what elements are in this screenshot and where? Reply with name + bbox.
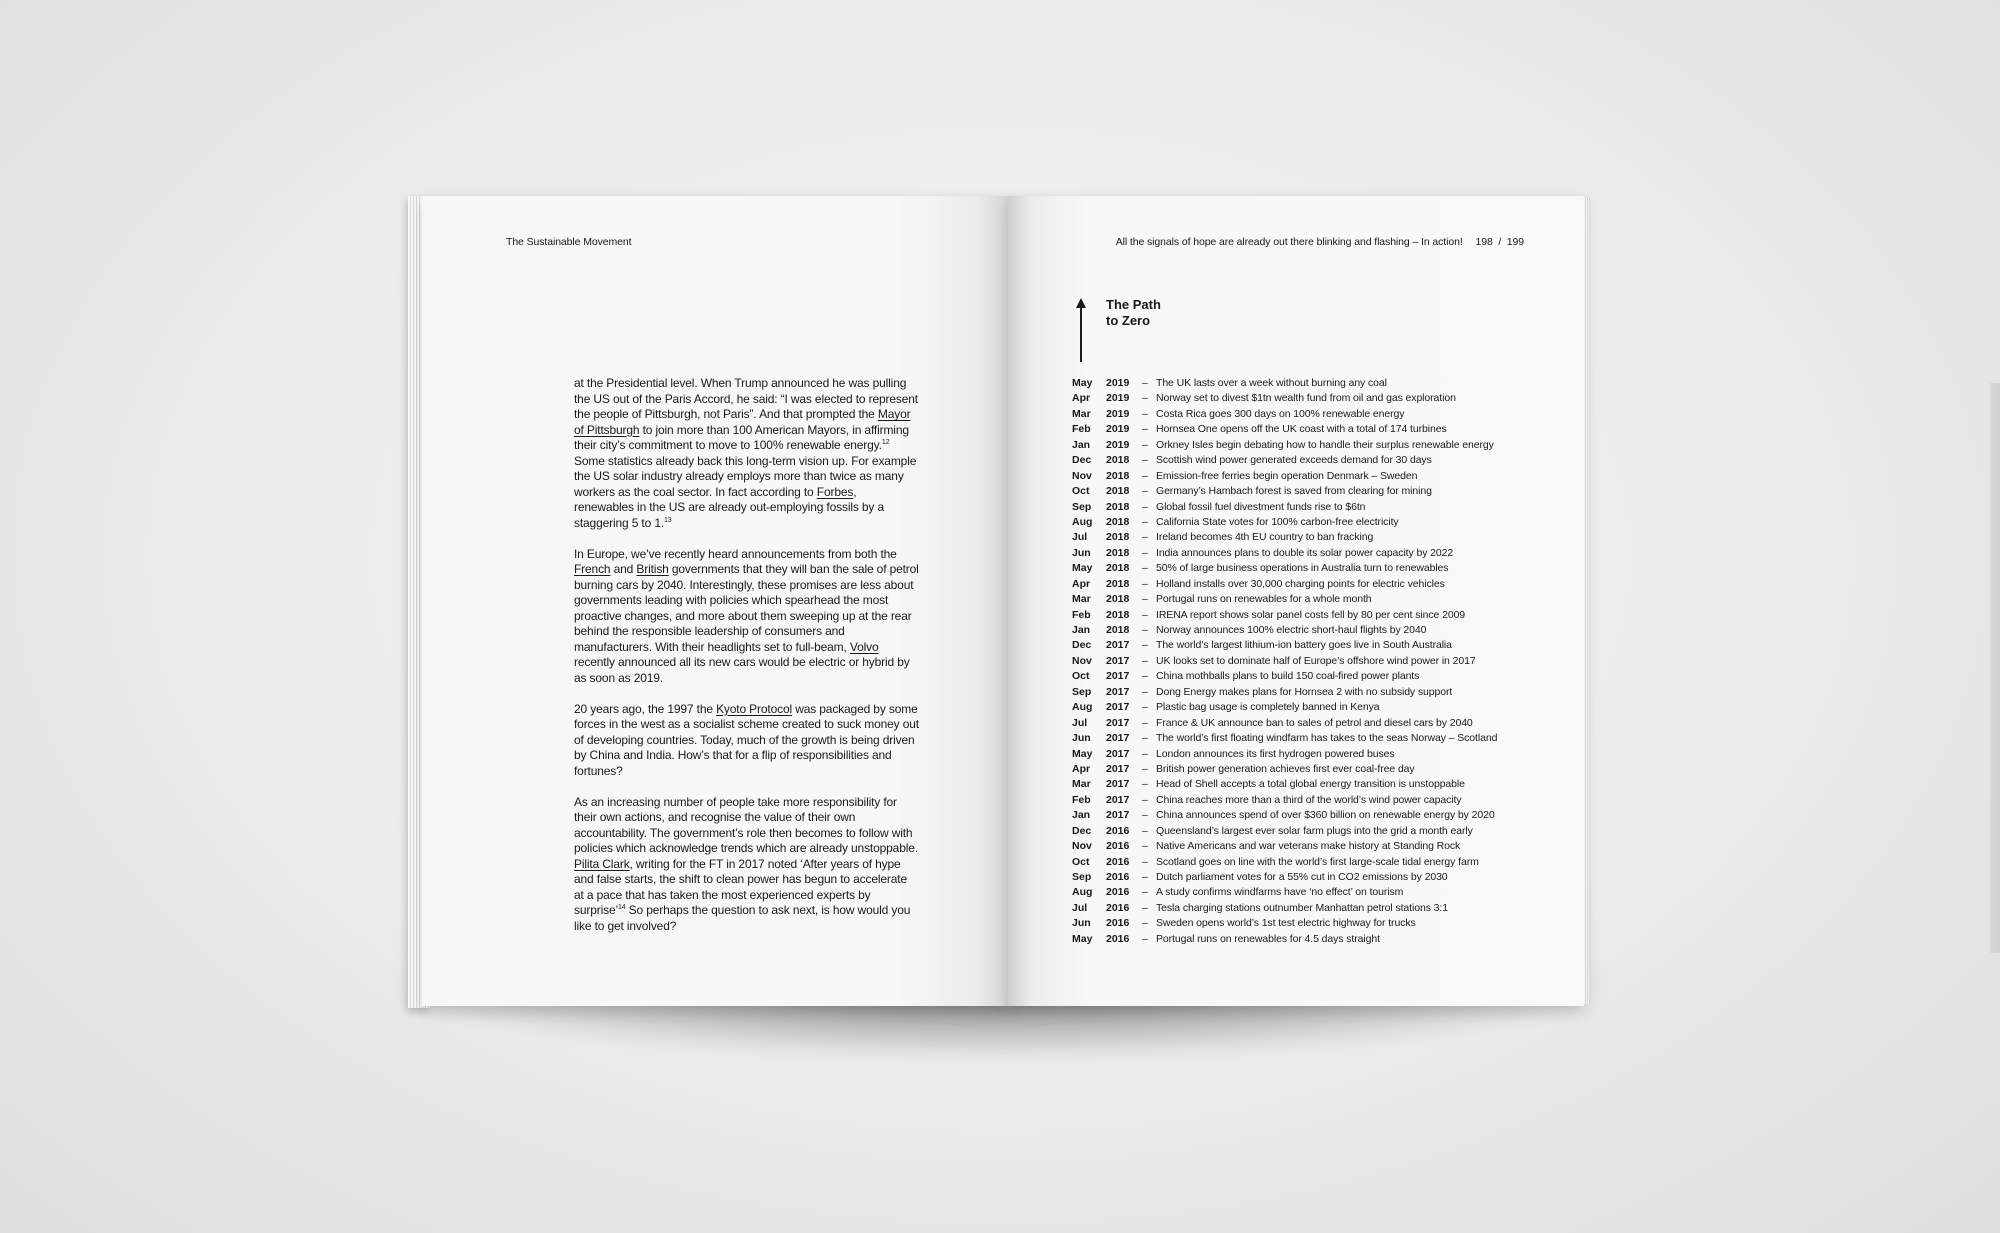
- timeline-row: [1072, 716, 1562, 731]
- timeline-month: Oct: [1072, 855, 1090, 868]
- timeline-year: 2016: [1106, 901, 1130, 914]
- timeline-dash: –: [1142, 685, 1148, 698]
- timeline-dash: –: [1142, 562, 1148, 575]
- timeline-year: 2018: [1106, 531, 1130, 544]
- timeline-row: [1072, 762, 1562, 777]
- timeline-year: 2019: [1106, 407, 1130, 420]
- timeline-dash: –: [1142, 762, 1148, 775]
- timeline-event: China reaches more than a third of the world’s wind power capacity: [1156, 793, 1462, 806]
- text-run: Some statistics already back this long-term vision up. For example the US solar industry already employs more than twice as many workers as the coal sector. In fact according to: [574, 453, 917, 499]
- arrow-line: [1080, 306, 1082, 362]
- timeline-month: Oct: [1072, 485, 1090, 498]
- timeline-dash: –: [1142, 809, 1148, 822]
- timeline-dash: –: [1142, 423, 1148, 436]
- timeline-event: Scotland goes on line with the world’s first large-scale tidal energy farm: [1156, 855, 1479, 868]
- timeline-year: 2017: [1106, 732, 1130, 745]
- timeline-row: [1072, 731, 1562, 746]
- footnote-ref: 13: [664, 516, 672, 524]
- timeline-row: [1072, 546, 1562, 561]
- timeline-dash: –: [1142, 515, 1148, 528]
- timeline-event: India announces plans to double its solar power capacity by 2022: [1156, 546, 1454, 559]
- timeline-event: China mothballs plans to build 150 coal-fired power plants: [1156, 670, 1420, 683]
- timeline-event: Orkney Isles begin debating how to handle their surplus renewable energy: [1156, 438, 1494, 451]
- timeline-month: Jan: [1072, 438, 1091, 451]
- timeline-dash: –: [1142, 608, 1148, 621]
- timeline-dash: –: [1142, 546, 1148, 559]
- timeline-dash: –: [1142, 932, 1148, 945]
- timeline-year: 2017: [1106, 747, 1130, 760]
- text-run: As an increasing number of people take more responsibility for their own actions, and recognise the value of their own accountability. The government’s role then becomes to follow with policies which acknowledge trends which are already unstoppable.: [574, 794, 918, 855]
- timeline-dash: –: [1142, 577, 1148, 590]
- timeline-event: Native Americans and war veterans make history at Standing Rock: [1156, 840, 1461, 853]
- timeline-dash: –: [1142, 886, 1148, 899]
- inline-link[interactable]: Forbes: [816, 484, 854, 499]
- timeline-year: 2016: [1106, 917, 1130, 930]
- timeline-month: Jun: [1072, 917, 1091, 930]
- timeline-list: [1072, 376, 1562, 947]
- body-paragraph: [574, 702, 919, 780]
- timeline-dash: –: [1142, 747, 1148, 760]
- timeline-month: Sep: [1072, 871, 1092, 883]
- timeline-row: [1072, 592, 1562, 607]
- timeline-year: 2018: [1106, 608, 1130, 621]
- timeline-month: Jun: [1072, 732, 1091, 745]
- timeline-year: 2016: [1106, 871, 1130, 883]
- timeline-month: Feb: [1072, 423, 1091, 436]
- timeline-month: Apr: [1072, 762, 1091, 775]
- timeline-row: [1072, 855, 1562, 870]
- page-numbers: 198 / 199: [1475, 236, 1524, 248]
- timeline-month: Oct: [1072, 670, 1090, 683]
- timeline-year: 2018: [1106, 577, 1130, 590]
- right-page: [1008, 196, 1584, 1006]
- timeline-row: [1072, 916, 1562, 931]
- timeline-year: 2017: [1106, 639, 1130, 652]
- timeline-year: 2019: [1106, 423, 1130, 436]
- text-run: So perhaps the question to ask next, is how would you like to get involved?: [574, 903, 911, 933]
- timeline-row: [1072, 453, 1562, 468]
- timeline-event: Norway set to divest $1tn wealth fund from oil and gas exploration: [1156, 392, 1456, 405]
- timeline-year: 2018: [1106, 562, 1130, 575]
- timeline-row: [1072, 608, 1562, 623]
- inline-link[interactable]: Pilita Clark: [574, 856, 630, 871]
- timeline-month: Sep: [1072, 500, 1092, 513]
- timeline-row: [1072, 438, 1562, 453]
- timeline-month: Jan: [1072, 624, 1091, 636]
- timeline-event: London announces its first hydrogen powered buses: [1156, 747, 1395, 760]
- timeline-event: The world’s first floating windfarm has takes to the seas Norway – Scotland: [1156, 732, 1498, 745]
- text-run: , renewables in the US are already out-employing fossils by a staggering 5 to 1.: [574, 484, 884, 530]
- timeline-row: [1072, 469, 1562, 484]
- timeline-year: 2017: [1106, 778, 1130, 791]
- timeline-dash: –: [1142, 438, 1148, 451]
- timeline-row: [1072, 901, 1562, 916]
- timeline-title-line2: to Zero: [1106, 313, 1151, 328]
- timeline-month: Apr: [1072, 392, 1091, 405]
- timeline-dash: –: [1142, 469, 1148, 482]
- text-run: 20 years ago, the 1997 the: [574, 701, 717, 716]
- timeline-year: 2017: [1106, 685, 1130, 698]
- timeline-dash: –: [1142, 701, 1148, 714]
- timeline-row: [1072, 685, 1562, 700]
- timeline-year: 2018: [1106, 624, 1130, 636]
- timeline-event: Queensland’s largest ever solar farm plugs into the grid a month early: [1156, 824, 1473, 837]
- timeline-dash: –: [1142, 639, 1148, 652]
- timeline-month: Sep: [1072, 685, 1092, 698]
- timeline-dash: –: [1142, 732, 1148, 745]
- timeline-month: Dec: [1072, 639, 1092, 652]
- text-run: In Europe, we’ve recently heard announcements from both the: [574, 546, 897, 561]
- timeline-event: Germany’s Hambach forest is saved from clearing for mining: [1156, 485, 1432, 498]
- timeline-month: May: [1072, 747, 1093, 760]
- timeline-dash: –: [1142, 593, 1148, 606]
- timeline-month: Aug: [1072, 886, 1093, 899]
- right-running-head: [1116, 236, 1524, 248]
- timeline-year: 2017: [1106, 809, 1130, 822]
- timeline-dash: –: [1142, 392, 1148, 405]
- timeline-year: 2018: [1106, 469, 1130, 482]
- timeline-event: Sweden opens world’s 1st test electric highway for trucks: [1156, 917, 1416, 930]
- timeline-event: Emission-free ferries begin operation Denmark – Sweden: [1156, 469, 1418, 482]
- timeline-row: [1072, 700, 1562, 715]
- timeline-year: 2018: [1106, 593, 1130, 606]
- timeline-month: May: [1072, 377, 1093, 389]
- timeline-row: [1072, 932, 1562, 947]
- timeline-event: 50% of large business operations in Australia turn to renewables: [1156, 562, 1449, 575]
- timeline-dash: –: [1142, 531, 1148, 544]
- right-page-edge: [1584, 198, 1590, 1004]
- timeline-dash: –: [1142, 407, 1148, 420]
- timeline-month: Mar: [1072, 778, 1091, 791]
- body-text: [574, 376, 919, 950]
- timeline-row: [1072, 515, 1562, 530]
- timeline-year: 2016: [1106, 855, 1130, 868]
- text-run: at the Presidential level. When Trump announced he was pulling the US out of the Paris Accord, he said: “I was elected to represent the people of Pittsburgh, not Paris”. And that prompted the: [574, 376, 918, 421]
- timeline-event: Dutch parliament votes for a 55% cut in CO2 emissions by 2030: [1156, 871, 1448, 883]
- inline-link[interactable]: Mayor of Pittsburgh: [574, 407, 911, 437]
- timeline-dash: –: [1142, 871, 1148, 883]
- timeline-event: British power generation achieves first ever coal-free day: [1156, 762, 1415, 775]
- timeline-row: [1072, 422, 1562, 437]
- timeline-month: Mar: [1072, 407, 1091, 420]
- timeline-row: [1072, 623, 1562, 638]
- timeline-month: Aug: [1072, 515, 1093, 528]
- timeline-title: [1106, 297, 1246, 329]
- timeline-event: The world’s largest lithium-ion battery goes live in South Australia: [1156, 639, 1452, 652]
- left-running-head: The Sustainable Movement: [506, 236, 632, 248]
- timeline-month: Dec: [1072, 824, 1092, 837]
- timeline-month: Jan: [1072, 809, 1091, 822]
- timeline-year: 2017: [1106, 670, 1130, 683]
- timeline-month: Apr: [1072, 577, 1091, 590]
- timeline-event: Costa Rica goes 300 days on 100% renewable energy: [1156, 407, 1405, 420]
- inline-link[interactable]: British: [636, 562, 669, 576]
- timeline-month: Feb: [1072, 608, 1091, 621]
- right-running-head-text: All the signals of hope are already out there blinking and flashing – In action!: [1115, 236, 1463, 248]
- timeline-row: [1072, 885, 1562, 900]
- timeline-year: 2016: [1106, 840, 1130, 853]
- text-run: and: [610, 562, 637, 576]
- timeline-dash: –: [1142, 778, 1148, 791]
- timeline-month: Nov: [1072, 840, 1092, 853]
- timeline-dash: –: [1142, 824, 1148, 837]
- body-paragraph: [574, 547, 919, 687]
- timeline-row: [1072, 747, 1562, 762]
- timeline-row: [1072, 530, 1562, 545]
- timeline-event: China announces spend of over $360 billion on renewable energy by 2020: [1156, 809, 1495, 822]
- timeline-event: Global fossil fuel divestment funds rise to $6tn: [1156, 500, 1366, 513]
- timeline-month: Jun: [1072, 546, 1091, 559]
- background-edge: [1990, 383, 2000, 953]
- inline-link[interactable]: Volvo: [849, 639, 879, 654]
- timeline-month: Feb: [1072, 793, 1091, 806]
- timeline-row: [1072, 654, 1562, 669]
- footnote-ref: 14: [618, 904, 626, 911]
- timeline-month: Jul: [1072, 531, 1088, 544]
- text-run: to join more than 100 American Mayors, in affirming their city’s commitment to move to 100% renewable energy.: [574, 422, 909, 452]
- timeline-dash: –: [1142, 624, 1148, 636]
- timeline-month: Mar: [1072, 593, 1091, 606]
- timeline-dash: –: [1142, 454, 1148, 467]
- timeline-month: May: [1072, 932, 1093, 945]
- timeline-row: [1072, 391, 1562, 406]
- timeline-title-line1: The Path: [1106, 297, 1161, 312]
- timeline-event: California State votes for 100% carbon-free electricity: [1156, 515, 1399, 528]
- timeline-event: Dong Energy makes plans for Hornsea 2 with no subsidy support: [1156, 685, 1453, 698]
- timeline-dash: –: [1142, 901, 1148, 914]
- timeline-event: Scottish wind power generated exceeds demand for 30 days: [1156, 454, 1432, 467]
- text-run: was packaged by some forces in the west as a socialist scheme created to suck money out of developing countries. Today, much of the growth is being driven by China and India. How’s that for a flip of responsibilities and fortunes?: [574, 701, 919, 778]
- timeline-year: 2017: [1106, 762, 1130, 775]
- timeline-row: [1072, 407, 1562, 422]
- timeline-dash: –: [1142, 793, 1148, 806]
- timeline-event: Portugal runs on renewables for 4.5 days straight: [1156, 932, 1380, 945]
- inline-link[interactable]: French: [574, 562, 611, 576]
- timeline-dash: –: [1142, 670, 1148, 683]
- text-run: , writing for the FT in 2017 noted ‘After years of hype and false starts, the shift to clean power has begun to accelerate at a pace that has taken the most experienced experts by surprise’: [574, 856, 907, 917]
- timeline-dash: –: [1142, 716, 1148, 729]
- timeline-event: UK looks set to dominate half of Europe’s offshore wind power in 2017: [1156, 654, 1476, 667]
- timeline-row: [1072, 793, 1562, 808]
- timeline-row: [1072, 669, 1562, 684]
- timeline-year: 2017: [1106, 716, 1130, 729]
- timeline-year: 2017: [1106, 793, 1130, 806]
- timeline-row: [1072, 777, 1562, 792]
- timeline-row: [1072, 376, 1562, 391]
- timeline-year: 2018: [1106, 454, 1130, 467]
- timeline-month: Nov: [1072, 654, 1092, 667]
- footnote-ref: 12: [881, 439, 890, 446]
- timeline-dash: –: [1142, 840, 1148, 853]
- timeline-event: Norway announces 100% electric short-haul flights by 2040: [1156, 624, 1427, 636]
- timeline-month: Nov: [1072, 469, 1092, 482]
- timeline-dash: –: [1142, 377, 1148, 389]
- timeline-event: The UK lasts over a week without burning any coal: [1156, 377, 1387, 389]
- timeline-event: Hornsea One opens off the UK coast with a total of 174 turbines: [1156, 423, 1447, 436]
- timeline-row: [1072, 484, 1562, 499]
- timeline-event: Plastic bag usage is completely banned in Kenya: [1156, 701, 1380, 714]
- body-paragraph: [574, 795, 919, 935]
- timeline-row: [1072, 577, 1562, 592]
- timeline-year: 2018: [1106, 485, 1130, 498]
- timeline-month: Aug: [1072, 701, 1093, 714]
- timeline-row: [1072, 824, 1562, 839]
- timeline-row: [1072, 561, 1562, 576]
- timeline-event: Ireland becomes 4th EU country to ban fracking: [1156, 531, 1374, 544]
- body-paragraph: [574, 376, 919, 531]
- timeline-dash: –: [1142, 485, 1148, 498]
- timeline-month: Jul: [1072, 716, 1088, 729]
- timeline-dash: –: [1142, 654, 1148, 667]
- timeline-year: 2019: [1106, 377, 1130, 389]
- timeline-month: Dec: [1072, 454, 1092, 467]
- timeline-year: 2016: [1106, 932, 1130, 945]
- timeline-row: [1072, 839, 1562, 854]
- timeline-dash: –: [1142, 500, 1148, 513]
- timeline-row: [1072, 808, 1562, 823]
- timeline-event: IRENA report shows solar panel costs fell by 80 per cent since 2009: [1156, 608, 1466, 621]
- timeline-row: [1072, 500, 1562, 515]
- timeline-event: A study confirms windfarms have ‘no effect’ on tourism: [1156, 886, 1404, 899]
- timeline-event: Head of Shell accepts a total global energy transition is unstoppable: [1156, 778, 1465, 791]
- timeline-year: 2019: [1106, 438, 1130, 451]
- left-page: [422, 196, 1010, 1006]
- timeline-event: Tesla charging stations outnumber Manhattan petrol stations 3:1: [1156, 901, 1448, 914]
- timeline-row: [1072, 638, 1562, 653]
- timeline-dash: –: [1142, 917, 1148, 930]
- timeline-year: 2016: [1106, 824, 1130, 837]
- text-run: recently announced all its new cars would be electric or hybrid by as soon as 2019.: [574, 655, 910, 685]
- timeline-event: Portugal runs on renewables for a whole month: [1156, 593, 1372, 606]
- timeline-year: 2018: [1106, 500, 1130, 513]
- timeline-event: Holland installs over 30,000 charging points for electric vehicles: [1156, 577, 1445, 590]
- timeline-event: France & UK announce ban to sales of petrol and diesel cars by 2040: [1156, 716, 1473, 729]
- timeline-year: 2018: [1106, 515, 1130, 528]
- timeline-month: Jul: [1072, 901, 1088, 914]
- timeline-dash: –: [1142, 855, 1148, 868]
- timeline-year: 2016: [1106, 886, 1130, 899]
- timeline-year: 2017: [1106, 701, 1130, 714]
- timeline-row: [1072, 870, 1562, 885]
- open-book: [408, 196, 1584, 1008]
- text-run: governments that they will ban the sale of petrol burning cars by 2040. Interestingly, these promises are less about governments leading with policies which spearhead the most proactive changes, and more about them sweeping up at the rear behind the responsible leadership of consumers and manufacturers. With their headlights set to full-beam,: [574, 562, 919, 654]
- inline-link[interactable]: Kyoto Protocol: [716, 701, 793, 716]
- timeline-year: 2017: [1106, 654, 1130, 667]
- timeline-month: May: [1072, 562, 1093, 575]
- timeline-year: 2019: [1106, 392, 1130, 405]
- timeline-year: 2018: [1106, 546, 1130, 559]
